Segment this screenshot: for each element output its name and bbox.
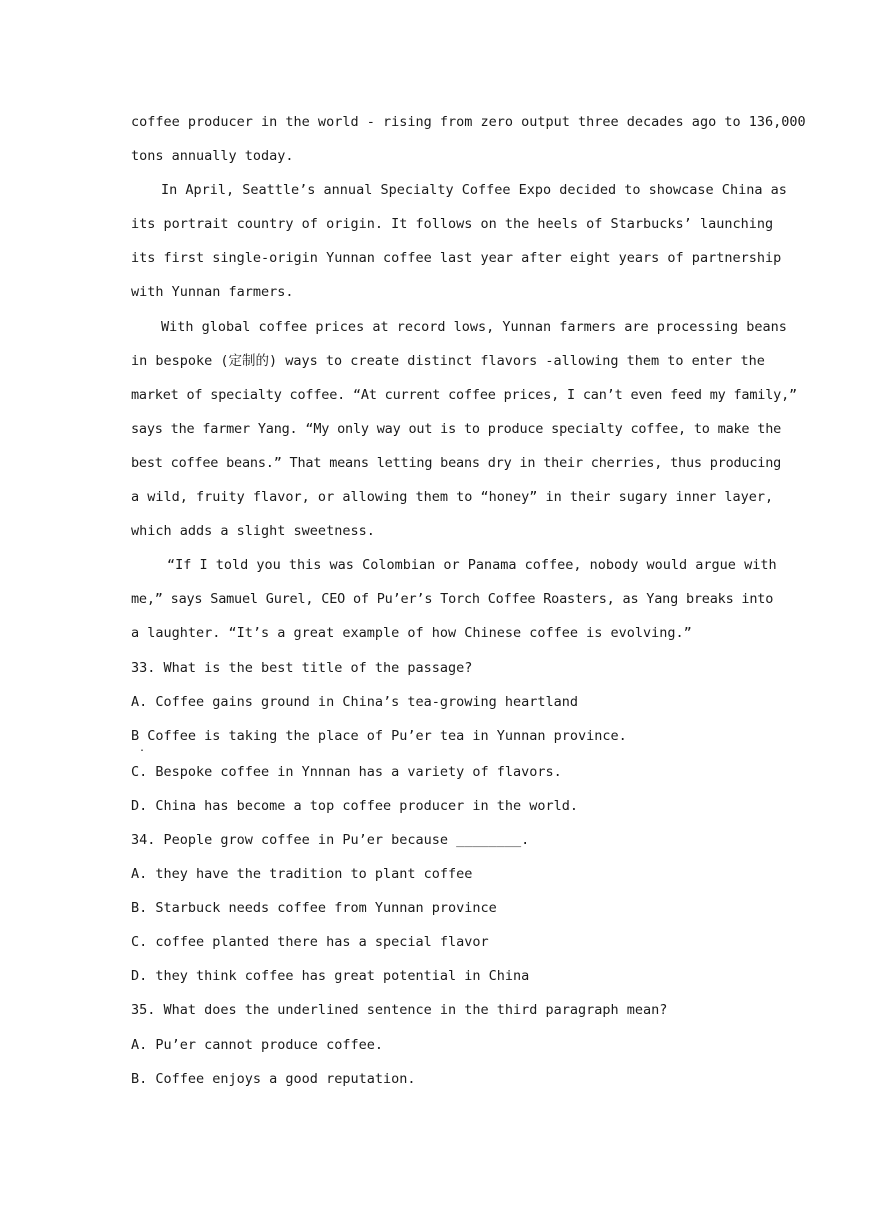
text-line: its portrait country of origin. It follows on the heels of Starbucks’ launching [131,216,774,233]
text-line: best coffee beans.” That means letting beans dry in their cherries, thus producing [131,454,782,471]
option-a: A. Pu’er cannot produce coffee. [131,1036,383,1053]
question-stem: 33. What is the best title of the passage? [131,659,473,676]
option-b: B Coffee is taking the place of Pu’er tea in Yunnan province. [131,727,627,744]
question-34 [131,823,737,993]
text-line: a wild, fruity flavor, or allowing them to “honey” in their sugary inner layer, [131,489,774,506]
option-a: A. Coffee gains ground in China’s tea-growing heartland [131,693,579,710]
text-line: its first single-origin Yunnan coffee last year after eight years of partnership [131,250,782,267]
text-line: says the farmer Yang. “My only way out is to produce specialty coffee, to make the [131,420,782,437]
option-b: B. Starbuck needs coffee from Yunnan province [131,900,497,917]
text-line: In April, Seattle’s annual Specialty Coffee Expo decided to showcase China as [161,182,787,199]
text-line: me,” says Samuel Gurel, CEO of Pu’er’s Torch Coffee Roasters, as Yang breaks into [131,591,774,608]
option-d: D. China has become a top coffee producer in the world. [131,797,579,814]
question-33 [131,651,737,823]
paragraph-2 [131,173,787,309]
text-line: in bespoke (定制的) ways to create distinct flavors -allowing them to enter the [131,352,765,369]
option-a: A. they have the tradition to plant coffee [131,866,473,883]
stray-dot: . [139,742,146,754]
text-line: which adds a slight sweetness. [131,523,375,540]
text-line: With global coffee prices at record lows, Yunnan farmers are processing beans [161,318,787,335]
option-c: C. coffee planted there has a special flavor [131,934,489,951]
option-b: B. Coffee enjoys a good reputation. [131,1070,416,1087]
paragraph-1 [131,105,806,173]
text-line: a laughter. “It’s a great example of how Chinese coffee is evolving.” [131,625,692,642]
question-35 [131,993,737,1095]
text-line: “If I told you this was Colombian or Panama coffee, nobody would argue with [167,557,777,574]
paragraph-4 [131,548,777,650]
text-line: with Yunnan farmers. [131,284,294,301]
option-d: D. they think coffee has great potential in China [131,968,530,985]
document-page [131,105,806,1096]
text-line: tons annually today. [131,148,294,165]
question-stem: 35. What does the underlined sentence in the third paragraph mean? [131,1002,668,1019]
text-line: market of specialty coffee. “At current coffee prices, I can’t even feed my family,” [131,386,797,403]
text-line: coffee producer in the world - rising from zero output three decades ago to 136,000 [131,114,806,130]
option-c: C. Bespoke coffee in Ynnnan has a variety of flavors. [131,763,562,780]
question-stem: 34. People grow coffee in Pu’er because ________. [131,831,530,848]
paragraph-3 [131,310,797,549]
